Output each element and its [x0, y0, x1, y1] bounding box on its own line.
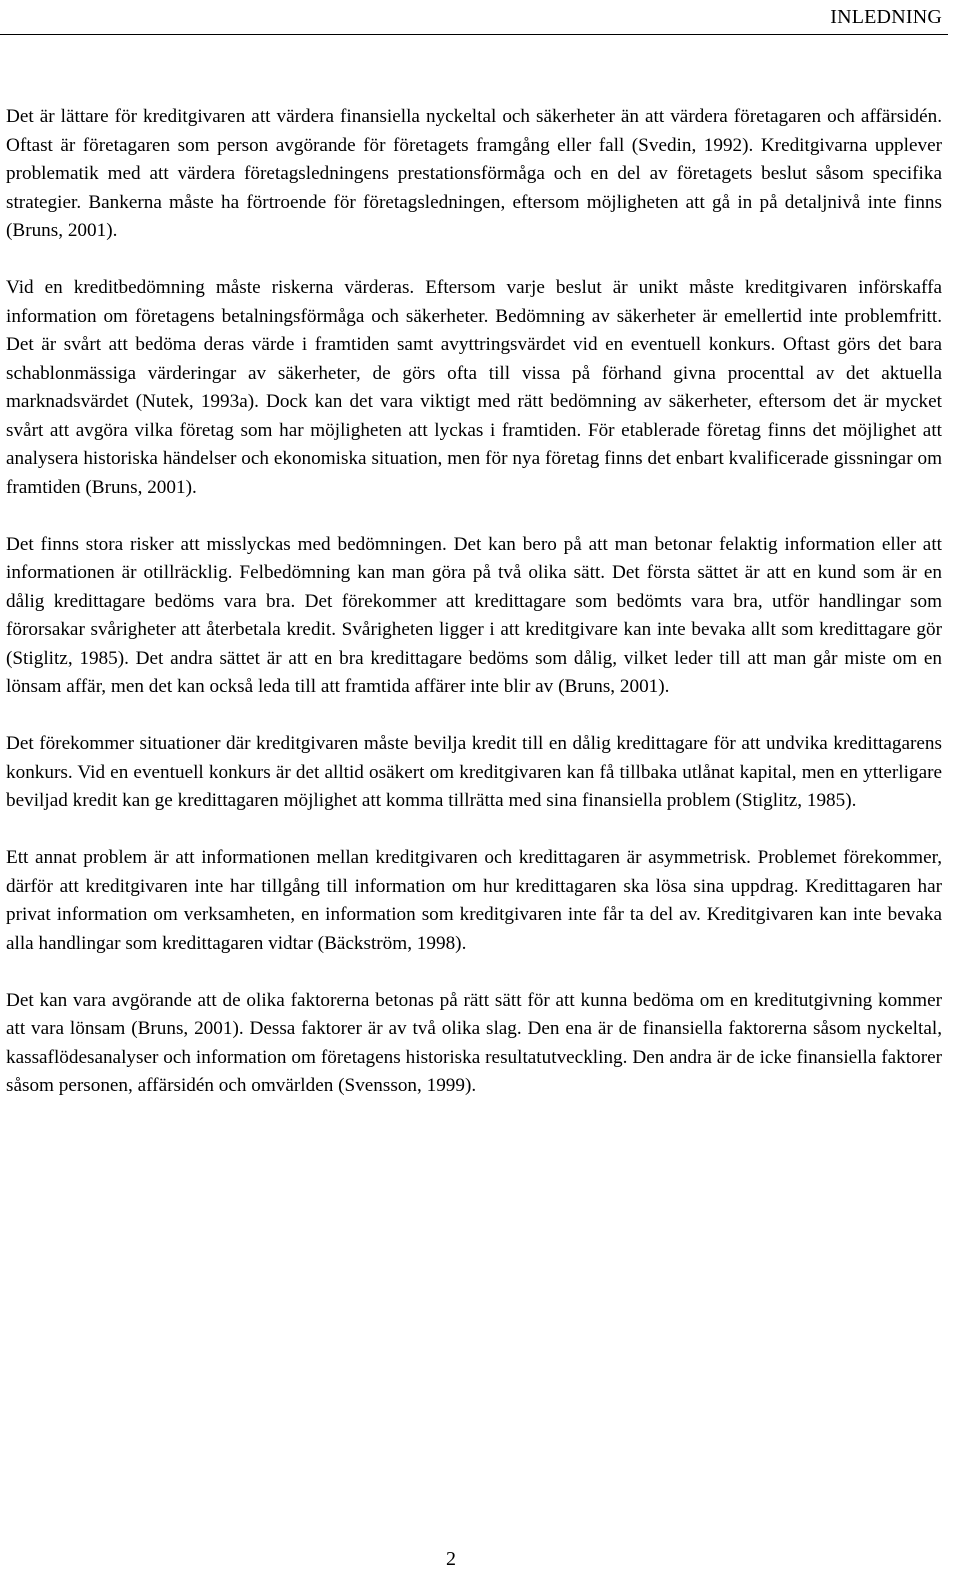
body-text: [6, 103, 942, 1129]
paragraph-1: Det är lättare för kreditgivaren att värdera finansiella nyckeltal och säkerheter än att värdera företagaren och affärsidén. Oftast är företagaren som person avgörande för företagets framgång eller fall (Svedin, 1992). Kreditgivarna upplever problematik med att värdera företagsledningens prestationsförmåga och en del av företagets beslut såsom specifika strategier. Bankerna måste ha förtroende för företagsledningen, eftersom möjligheten att gå in på detaljnivå inte finns (Bruns, 2001).: [6, 106, 942, 241]
paragraph-6: Det kan vara avgörande att de olika faktorerna betonas på rätt sätt för att kunna bedöma om en kreditutgivning kommer att vara lönsam (Bruns, 2001). Dessa faktorer är av två olika slag. Den ena är de finansiella faktorerna såsom nyckeltal, kassaflödesanalyser och information om företagens historiska resultatutveckling. Den andra är de icke finansiella faktorer såsom personen, affärsidén och omvärlden (Svensson, 1999).: [6, 989, 942, 1096]
page-header: [0, 0, 948, 35]
paragraph-5: Ett annat problem är att informationen mellan kreditgivaren och kredittagaren är asymmetrisk. Problemet förekommer, därför att kreditgivaren inte har tillgång till information om hur kredittagaren ska lösa sina uppdrag. Kredittagaren har privat information om verksamheten, en information som kreditgivaren inte får ta del av. Kreditgivaren kan inte bevaka alla handlingar som kredittagaren vidtar (Bäckström, 1998).: [6, 847, 942, 954]
paragraph-4: Det förekommer situationer där kreditgivaren måste bevilja kredit till en dålig kredittagare för att undvika kredittagarens konkurs. Vid en eventuell konkurs är det alltid osäkert om kreditgivaren kan få tillbaka utlånat kapital, men en ytterligare beviljad kredit kan ge kredittagaren möjlighet att komma tillrätta med sina finansiella problem (Stiglitz, 1985).: [6, 733, 942, 811]
page-number: 2: [446, 1548, 456, 1570]
paragraph-3: Det finns stora risker att misslyckas med bedömningen. Det kan bero på att man betonar felaktig information eller att informationen är otillräcklig. Felbedömning kan man göra på två olika sätt. Det första sättet är att en kund som är en dålig kredittagare bedöms vara bra. Det förekommer att kredittagare som bedömts vara bra, utför handlingar som förorsakar svårigheter att återbetala kredit. Svårigheten ligger i att kreditgivare kan inte bevaka allt som kredittagare gör (Stiglitz, 1985). Det andra sättet är att en bra kredittagare bedöms som dålig, vilket leder till att man går miste om en lönsam affär, men det kan också leda till att framtida affärer inte blir av (Bruns, 2001).: [6, 533, 942, 697]
paragraph-2: Vid en kreditbedömning måste riskerna värderas. Eftersom varje beslut är unikt måste kreditgivaren införskaffa information om företagens betalningsförmåga och säkerheter. Bedömning av säkerheter är emellertid inte problemfritt. Det är svårt att bedöma deras värde i framtiden samt avyttringsvärdet vid en eventuell konkurs. Oftast görs det bara schablonmässiga värderingar av säkerheter, de görs ofta till vissa på förhand givna procenttal av det aktuella marknadsvärdet (Nutek, 1993a). Dock kan det vara viktigt med rätt bedömning av säkerheter, eftersom det är mycket svårt att avgöra vilka företag som har möjligheten att lyckas i framtiden. För etablerade företag finns det möjlighet att analysera historiska händelser och ekonomiska situation, men för nya företag finns det enbart kvalificerade gissningar om framtiden (Bruns, 2001).: [6, 277, 942, 498]
section-title: INLEDNING: [830, 6, 942, 28]
